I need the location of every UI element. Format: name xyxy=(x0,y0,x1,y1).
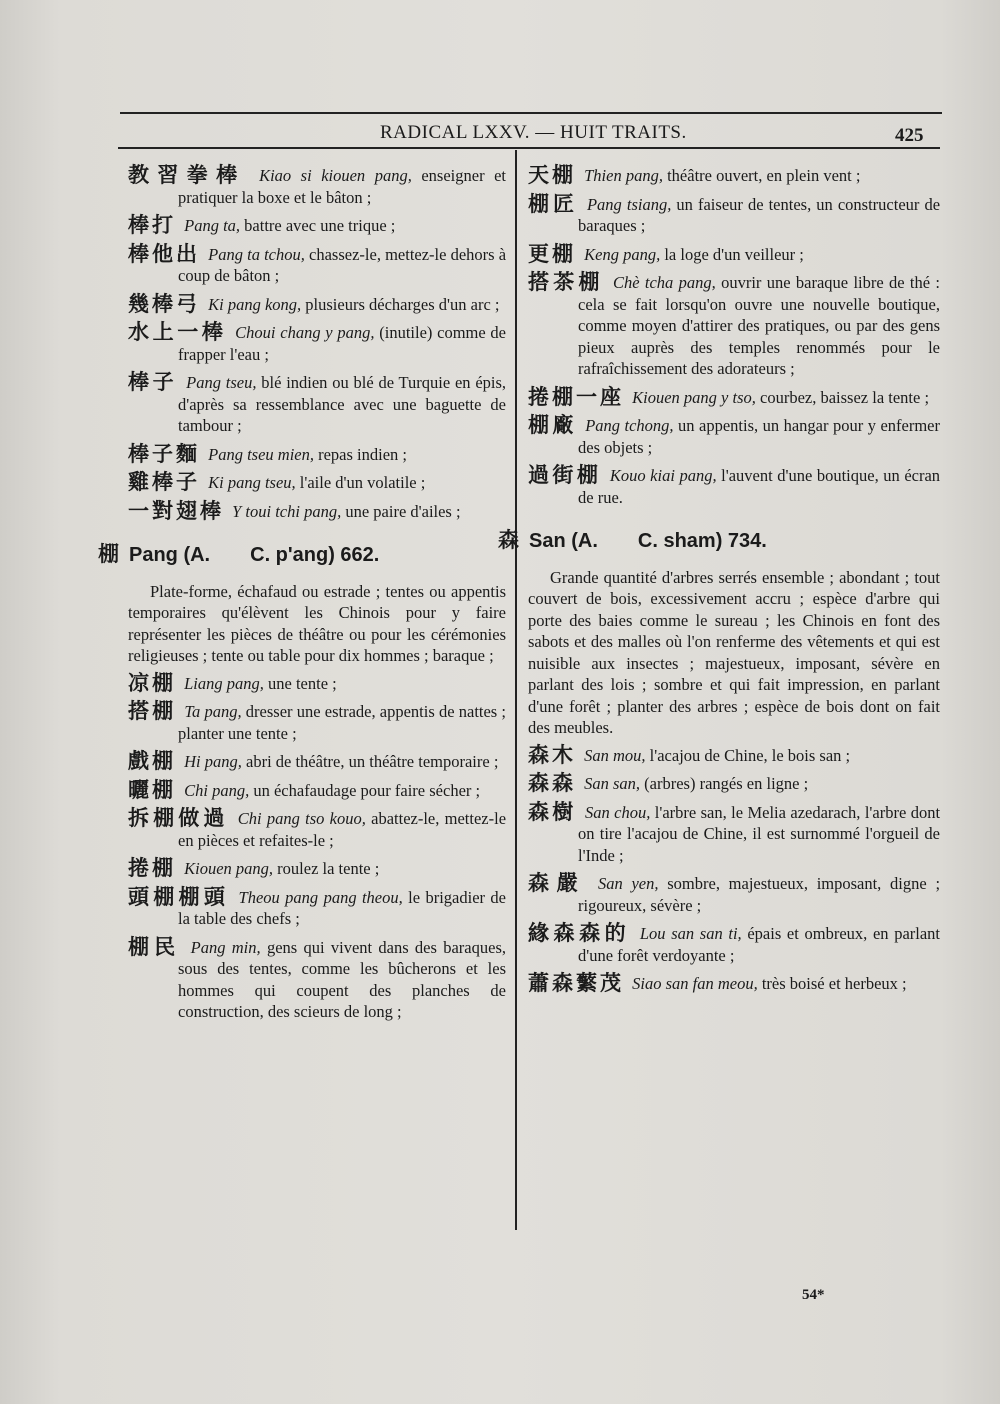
entries-bottom xyxy=(528,742,941,995)
dictionary-entry xyxy=(128,498,506,523)
entry-characters: 過街棚 xyxy=(528,463,602,487)
entry-romanization: San yen, xyxy=(597,874,659,893)
entry-definition: (arbres) rangés en ligne ; xyxy=(644,774,809,793)
entry-definition: courbez, baissez la tente ; xyxy=(760,387,930,407)
entry-definition: chassez-le, mettez-le dehors à coup de bâton ; xyxy=(178,244,507,285)
dictionary-entry xyxy=(128,165,506,208)
dictionary-entry xyxy=(128,934,506,1023)
entry-definition: le brigadier de la table des chefs ; xyxy=(178,887,507,928)
entry-romanization: Chi pang tso kouo, xyxy=(237,809,366,828)
entry-definition: roulez la tente ; xyxy=(277,859,380,878)
entry-characters: 緣森森的 xyxy=(528,921,631,945)
headword-reading-c: C. sham) 734. xyxy=(637,530,767,552)
entry-definition: abri de théâtre, un théâtre temporaire ; xyxy=(246,752,499,771)
dictionary-entry xyxy=(528,742,940,767)
entry-romanization: Y toui tchi pang, xyxy=(232,501,342,521)
entries-top xyxy=(528,165,940,508)
entry-definition: l'auvent d'une boutique, un écran de rue. xyxy=(578,466,941,507)
entry-characters: 棚匠 xyxy=(528,191,578,216)
headword-reading-a: Pang (A. xyxy=(129,544,211,566)
entry-definition: (inutile) comme de frapper l'eau ; xyxy=(178,323,506,364)
entry-definition: très boisé et herbeux ; xyxy=(761,974,907,993)
dictionary-entry xyxy=(528,384,940,409)
entry-romanization: Pang tseu, xyxy=(186,373,257,392)
entry-romanization: Kiouen pang, xyxy=(184,859,274,878)
signature-mark: 54* xyxy=(802,1287,825,1303)
headword-definition: Grande quantité d'arbres serrés ensemble ; abondant ; tout couvert de bois, excessivement accru ; espèce d'arbre qui porte des baies comme le sureau ; les Chinois en font des sabots et des malles où l'on renferme des vêtements et qui est nuisible aux insectes ; majestueux, imposant, sévère en parlant des lois ; sombre et qui fait impression, en parlant d'une forêt ; planter des arbres ; espèce de bois dont on fait des meubles. xyxy=(528,567,940,737)
entry-definition: un faiseur de tentes, un constructeur de baraques ; xyxy=(578,194,941,235)
dictionary-entry xyxy=(128,751,506,773)
entry-definition: une tente ; xyxy=(268,673,337,693)
right-column xyxy=(498,163,941,1002)
entry-romanization: Theou pang pang theou, xyxy=(238,887,403,907)
entry-romanization: Chè tcha pang, xyxy=(612,273,716,292)
entry-definition: gens qui vivent dans des baraques, sous des tentes, comme les bûcherons et les hommes qui coupent des planches de construction, des scieurs de long ; xyxy=(178,937,506,1021)
dictionary-entry xyxy=(128,291,506,316)
headword-pang xyxy=(98,544,506,567)
headword-character: 森 xyxy=(498,528,519,552)
entry-romanization: Pang ta tchou, xyxy=(208,244,305,264)
entry-definition: épais et ombreux, en parlant d'une forêt verdoyante ; xyxy=(578,924,941,965)
entry-definition: battre avec une trique ; xyxy=(244,216,396,235)
entry-definition: abattez-le, mettez-le en pièces et refaites-le ; xyxy=(178,809,507,850)
entry-characters: 森木 xyxy=(528,742,576,767)
entry-romanization: Thien pang, xyxy=(584,166,663,185)
entry-romanization: Pang min, xyxy=(190,937,261,957)
entry-definition: théâtre ouvert, en plein vent ; xyxy=(667,166,861,185)
entry-characters: 戲棚 xyxy=(128,749,176,773)
top-rule xyxy=(120,112,942,114)
running-head: RADICAL LXXV. — HUIT TRAITS. xyxy=(380,122,687,143)
entry-romanization: Hi pang, xyxy=(184,752,242,771)
entry-characters: 棒他出 xyxy=(128,241,201,266)
left-column xyxy=(98,163,507,1030)
entry-romanization: Kiouen pang y tso, xyxy=(632,387,756,407)
dictionary-entry xyxy=(128,858,506,880)
entry-definition: enseigner et pratiquer la boxe et le bâton ; xyxy=(178,166,506,207)
headword-reading-c: C. p'ang) 662. xyxy=(250,544,380,566)
entry-romanization: Kouo kiai pang, xyxy=(609,466,717,485)
column-divider xyxy=(515,150,517,1230)
dictionary-entry xyxy=(128,241,507,287)
headword-character: 棚 xyxy=(98,542,119,566)
entry-characters: 捲棚一座 xyxy=(528,384,624,409)
entry-characters: 水上一棒 xyxy=(128,320,227,344)
dictionary-entry xyxy=(528,191,941,237)
dictionary-entry xyxy=(528,272,940,380)
entry-romanization: Pang tchong, xyxy=(585,416,674,435)
entry-romanization: Kiao si kiouen pang, xyxy=(259,166,412,185)
entry-characters: 拆棚做過 xyxy=(128,806,229,830)
dictionary-entry xyxy=(528,873,940,916)
entry-romanization: Ta pang, xyxy=(184,702,242,721)
entry-romanization: San chou, xyxy=(585,802,651,822)
entry-characters: 棚廠 xyxy=(528,413,577,437)
headword-definition: Plate-forme, échafaud ou estrade ; tentes ou appentis temporaires qu'élèvent les Chinois pour y faire représenter les pièces de théâtre ou pour les cérémonies religieuses ; tente ou table pour dix hommes ; baraque ; xyxy=(128,581,506,665)
entry-characters: 森樹 xyxy=(528,799,577,824)
entry-definition: repas indien ; xyxy=(318,444,407,464)
dictionary-entry xyxy=(528,923,940,966)
entry-characters: 天棚 xyxy=(528,163,576,187)
dictionary-entry xyxy=(528,415,940,458)
entry-characters: 捲棚 xyxy=(128,856,176,880)
entry-romanization: Siao san fan meou, xyxy=(632,974,758,993)
dictionary-entry xyxy=(128,808,506,851)
entry-characters: 棒打 xyxy=(128,213,176,237)
dictionary-entry xyxy=(128,372,506,437)
entries-bottom xyxy=(128,670,507,1023)
dictionary-entry xyxy=(528,773,940,795)
dictionary-entry xyxy=(128,472,506,494)
entry-definition: une paire d'ailes ; xyxy=(345,501,461,521)
entry-definition: sombre, majestueux, imposant, digne ; rigoureux, sévère ; xyxy=(578,874,941,915)
entry-definition: dresser une estrade, appentis de nattes ; planter une tente ; xyxy=(178,702,507,743)
entry-characters: 曬棚 xyxy=(128,777,176,802)
entry-romanization: Lou san san ti, xyxy=(639,924,742,943)
dictionary-entry xyxy=(128,701,506,744)
entry-romanization: Pang ta, xyxy=(184,216,241,235)
dictionary-entry xyxy=(528,241,940,266)
entry-characters: 更棚 xyxy=(528,241,576,266)
headword-san xyxy=(498,530,940,553)
dictionary-entry xyxy=(528,973,940,995)
dictionary-entry xyxy=(128,777,506,802)
entry-definition: blé indien ou blé de Turquie en épis, d'après sa ressemblance avec une baguette de tambour ; xyxy=(178,373,507,435)
entry-characters: 凉棚 xyxy=(128,670,176,695)
entry-characters: 搭茶棚 xyxy=(528,270,604,294)
entry-definition: l'aile d'un volatile ; xyxy=(299,473,426,492)
entry-definition: plusieurs décharges d'un arc ; xyxy=(305,294,500,314)
entry-romanization: Liang pang, xyxy=(184,673,264,693)
entry-characters: 搭棚 xyxy=(128,699,177,723)
entry-characters: 雞棒子 xyxy=(128,470,200,494)
dictionary-entry xyxy=(528,165,940,187)
entry-romanization: Pang tsiang, xyxy=(586,194,672,214)
entry-romanization: Ki pang kong, xyxy=(208,294,302,314)
dictionary-entry xyxy=(128,884,507,930)
entry-characters: 森嚴 xyxy=(528,871,586,895)
entry-romanization: Keng pang, xyxy=(584,244,661,264)
entry-characters: 棒子麵 xyxy=(128,441,200,466)
entry-characters: 一對翅棒 xyxy=(128,498,224,523)
entry-definition: un appentis, un hangar pour y enfermer des objets ; xyxy=(578,416,940,457)
entry-characters: 頭棚棚頭 xyxy=(128,884,230,909)
entries-top xyxy=(128,165,506,522)
entry-characters: 幾棒弓 xyxy=(128,291,200,316)
entry-romanization: Ki pang tseu, xyxy=(208,473,296,492)
entry-romanization: Chi pang, xyxy=(184,780,250,800)
header-rule xyxy=(118,147,940,149)
entry-romanization: Pang tseu mien, xyxy=(208,444,314,464)
dictionary-entry xyxy=(128,441,506,466)
dictionary-entry xyxy=(528,799,941,867)
dictionary-entry xyxy=(128,670,506,695)
entry-romanization: San san, xyxy=(584,774,641,793)
page-number: 425 xyxy=(895,125,924,146)
entry-characters: 森森 xyxy=(528,771,576,795)
headword-reading-a: San (A. xyxy=(529,530,598,552)
dictionary-entry xyxy=(528,465,940,508)
entry-definition: un échafaudage pour faire sécher ; xyxy=(253,780,481,800)
entry-characters: 棚民 xyxy=(128,934,181,959)
entry-characters: 教習拳棒 xyxy=(128,163,246,187)
entry-definition: la loge d'un veilleur ; xyxy=(664,244,804,264)
entry-romanization: Choui chang y pang, xyxy=(235,323,375,342)
dictionary-entry xyxy=(128,215,506,237)
entry-definition: l'acajou de Chine, le bois san ; xyxy=(649,745,851,765)
entry-characters: 蕭森蘩茂 xyxy=(528,971,624,995)
entry-characters: 棒子 xyxy=(128,370,178,394)
entry-romanization: San mou, xyxy=(584,745,646,765)
entry-definition: l'arbre san, le Melia azedarach, l'arbre dont on tire l'acajou de Chine, il est surnommé l'orgueil de l'Inde ; xyxy=(578,802,941,865)
entry-definition: ouvrir une baraque libre de thé : cela se fait lorsqu'on ouvre une nouvelle boutique, comme moyen d'attirer des pratiques, ou par des gens pieux auprès des temples renommés pour le rafraîchissement des adorateurs ; xyxy=(578,273,941,378)
dictionary-entry xyxy=(128,322,506,365)
